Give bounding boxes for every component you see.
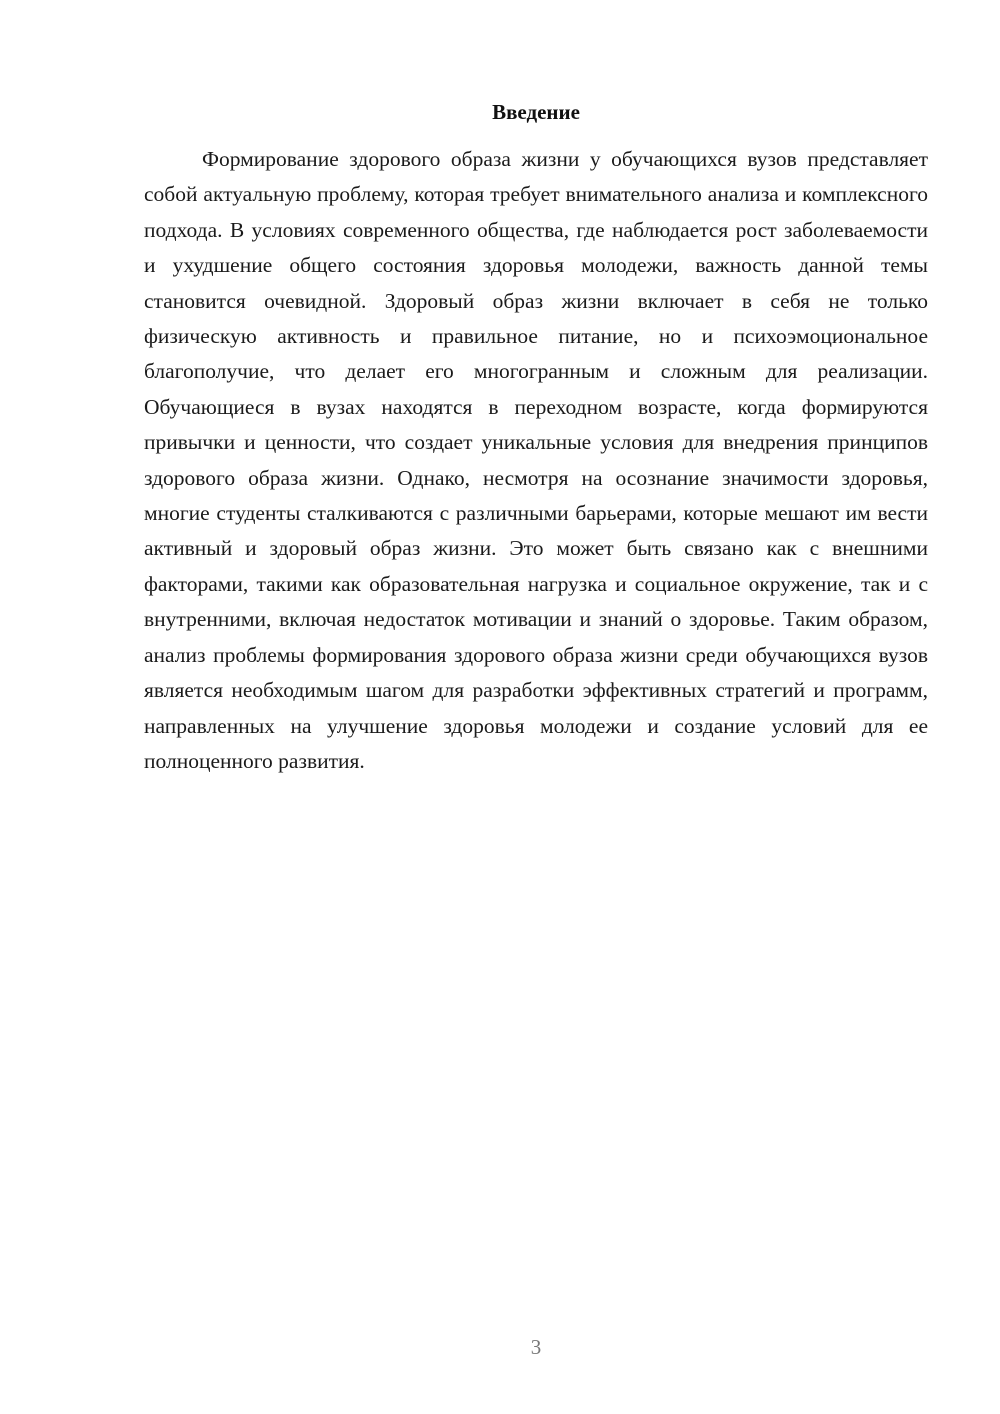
page-number: 3	[530, 1335, 542, 1359]
body-paragraph: Формирование здорового образа жизни у обучающихся вузов представляет собой актуальную проблему, которая требует внимательного анализа и комплексного подхода. В условиях современного общества, где наблюдается рост заболеваемости и ухудшение общего состояния здоровья молодежи, важность данной темы становится очевидной. Здоровый образ жизни включает в себя не только физическую активность и правильное питание, но и психоэмоциональное благополучие, что делает его многогранным и сложным для реализации. Обучающиеся в вузах находятся в переходном возрасте, когда формируются привычки и ценности, что создает уникальные условия для внедрения принципов здорового образа жизни. Однако, несмотря на осознание значимости здоровья, многие студенты сталкиваются с различными барьерами, которые мешают им вести активный и здоровый образ жизни. Это может быть связано как с внешними факторами, такими как образовательная нагрузка и социальное окружение, так и с внутренними, включая недостаток мотивации и знаний о здоровье. Таким образом, анализ проблемы формирования здорового образа жизни среди обучающихся вузов является необходимым шагом для разработки эффективных стратегий и программ, направленных на улучшение здоровья молодежи и создание условий для ее полноценного развития.	[144, 147, 928, 773]
section-heading: Введение	[492, 100, 580, 124]
